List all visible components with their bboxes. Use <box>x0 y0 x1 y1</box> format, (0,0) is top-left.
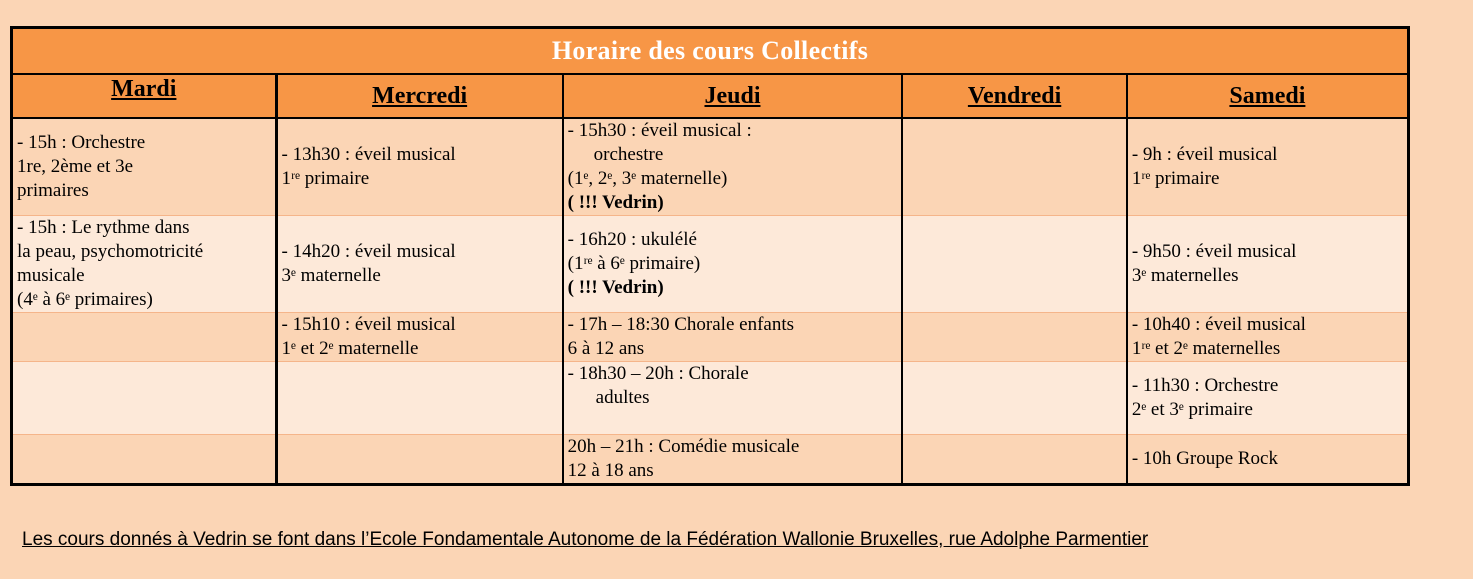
cell-line: 1ᵉ et 2ᵉ maternelle <box>281 338 419 359</box>
cell-line: - 17h – 18:30 Chorale enfants <box>567 314 795 335</box>
cell-line: 3ᵉ maternelle <box>281 265 381 286</box>
cell-vendredi <box>902 362 1126 435</box>
cell-line: - 18h30 – 20h : Chorale <box>567 363 749 384</box>
schedule-row <box>12 362 1409 435</box>
cell-mardi <box>12 118 277 216</box>
cell-line: - 13h30 : éveil musical <box>281 144 456 165</box>
cell-line-location: ( !!! Vedrin) <box>567 277 664 298</box>
cell-line: 2ᵉ et 3ᵉ primaire <box>1131 399 1253 420</box>
cell-samedi <box>1127 216 1409 313</box>
cell-line: (1ʳᵉ à 6ᵉ primaire) <box>567 253 701 274</box>
cell-mercredi <box>276 313 563 362</box>
cell-samedi <box>1127 118 1409 216</box>
cell-jeudi <box>563 118 903 216</box>
day-header-mardi: Mardi <box>12 74 277 118</box>
cell-jeudi <box>563 216 903 313</box>
cell-line: - 16h20 : ukulélé <box>567 229 697 250</box>
cell-line: 20h – 21h : Comédie musicale <box>567 436 800 457</box>
cell-mardi <box>12 362 277 435</box>
schedule-row <box>12 435 1409 485</box>
cell-line: - 15h30 : éveil musical : <box>567 120 752 141</box>
cell-line: 1ʳᵉ primaire <box>1131 168 1220 189</box>
cell-mercredi <box>276 118 563 216</box>
schedule-table <box>10 26 1410 486</box>
schedule-row <box>12 313 1409 362</box>
cell-line: orchestre <box>593 144 664 165</box>
cell-line: - 10h40 : éveil musical <box>1131 314 1306 335</box>
day-header-jeudi: Jeudi <box>563 74 903 118</box>
cell-vendredi <box>902 118 1126 216</box>
cell-line: la peau, psychomotricité <box>17 241 204 262</box>
cell-mardi <box>12 435 277 485</box>
cell-line: - 15h : Le rythme dans <box>17 217 190 238</box>
cell-line: 1ʳᵉ primaire <box>281 168 370 189</box>
schedule-title: Horaire des cours Collectifs <box>12 28 1409 75</box>
cell-line: adultes <box>595 387 650 408</box>
cell-line: - 14h20 : éveil musical <box>281 241 456 262</box>
cell-line: - 15h10 : éveil musical <box>281 314 456 335</box>
cell-line: - 9h : éveil musical <box>1131 144 1278 165</box>
cell-mercredi <box>276 435 563 485</box>
cell-line: 1re, 2ème et 3e <box>17 156 134 177</box>
cell-line: (1ᵉ, 2ᵉ, 3ᵉ maternelle) <box>567 168 728 189</box>
cell-line: musicale <box>17 265 85 286</box>
cell-mercredi <box>276 362 563 435</box>
cell-jeudi <box>563 362 903 435</box>
cell-line: 12 à 18 ans <box>567 460 654 481</box>
cell-vendredi <box>902 216 1126 313</box>
cell-jeudi <box>563 313 903 362</box>
cell-line: (4ᵉ à 6ᵉ primaires) <box>17 289 153 310</box>
cell-line: 6 à 12 ans <box>567 338 645 359</box>
cell-line: 3ᵉ maternelles <box>1131 265 1239 286</box>
cell-line: - 15h : Orchestre <box>17 132 146 153</box>
cell-line: 1ʳᵉ et 2ᵉ maternelles <box>1131 338 1281 359</box>
day-header-mercredi: Mercredi <box>276 74 563 118</box>
cell-vendredi <box>902 435 1126 485</box>
location-footnote: Les cours donnés à Vedrin se font dans l’Ecole Fondamentale Autonome de la Fédération Wallonie Bruxelles, rue Adolphe Parmentier <box>22 529 1149 550</box>
cell-mardi <box>12 216 277 313</box>
cell-line: primaires <box>17 180 89 201</box>
cell-samedi <box>1127 362 1409 435</box>
cell-line: - 11h30 : Orchestre <box>1131 375 1279 396</box>
cell-mercredi <box>276 216 563 313</box>
day-header-samedi: Samedi <box>1127 74 1409 118</box>
cell-samedi <box>1127 313 1409 362</box>
cell-line: - 10h Groupe Rock <box>1131 448 1278 469</box>
schedule-row <box>12 118 1409 216</box>
cell-vendredi <box>902 313 1126 362</box>
cell-line-location: ( !!! Vedrin) <box>567 192 664 213</box>
cell-jeudi <box>563 435 903 485</box>
cell-line: - 9h50 : éveil musical <box>1131 241 1297 262</box>
cell-samedi <box>1127 435 1409 485</box>
day-header-vendredi: Vendredi <box>902 74 1126 118</box>
schedule-row <box>12 216 1409 313</box>
cell-mardi <box>12 313 277 362</box>
